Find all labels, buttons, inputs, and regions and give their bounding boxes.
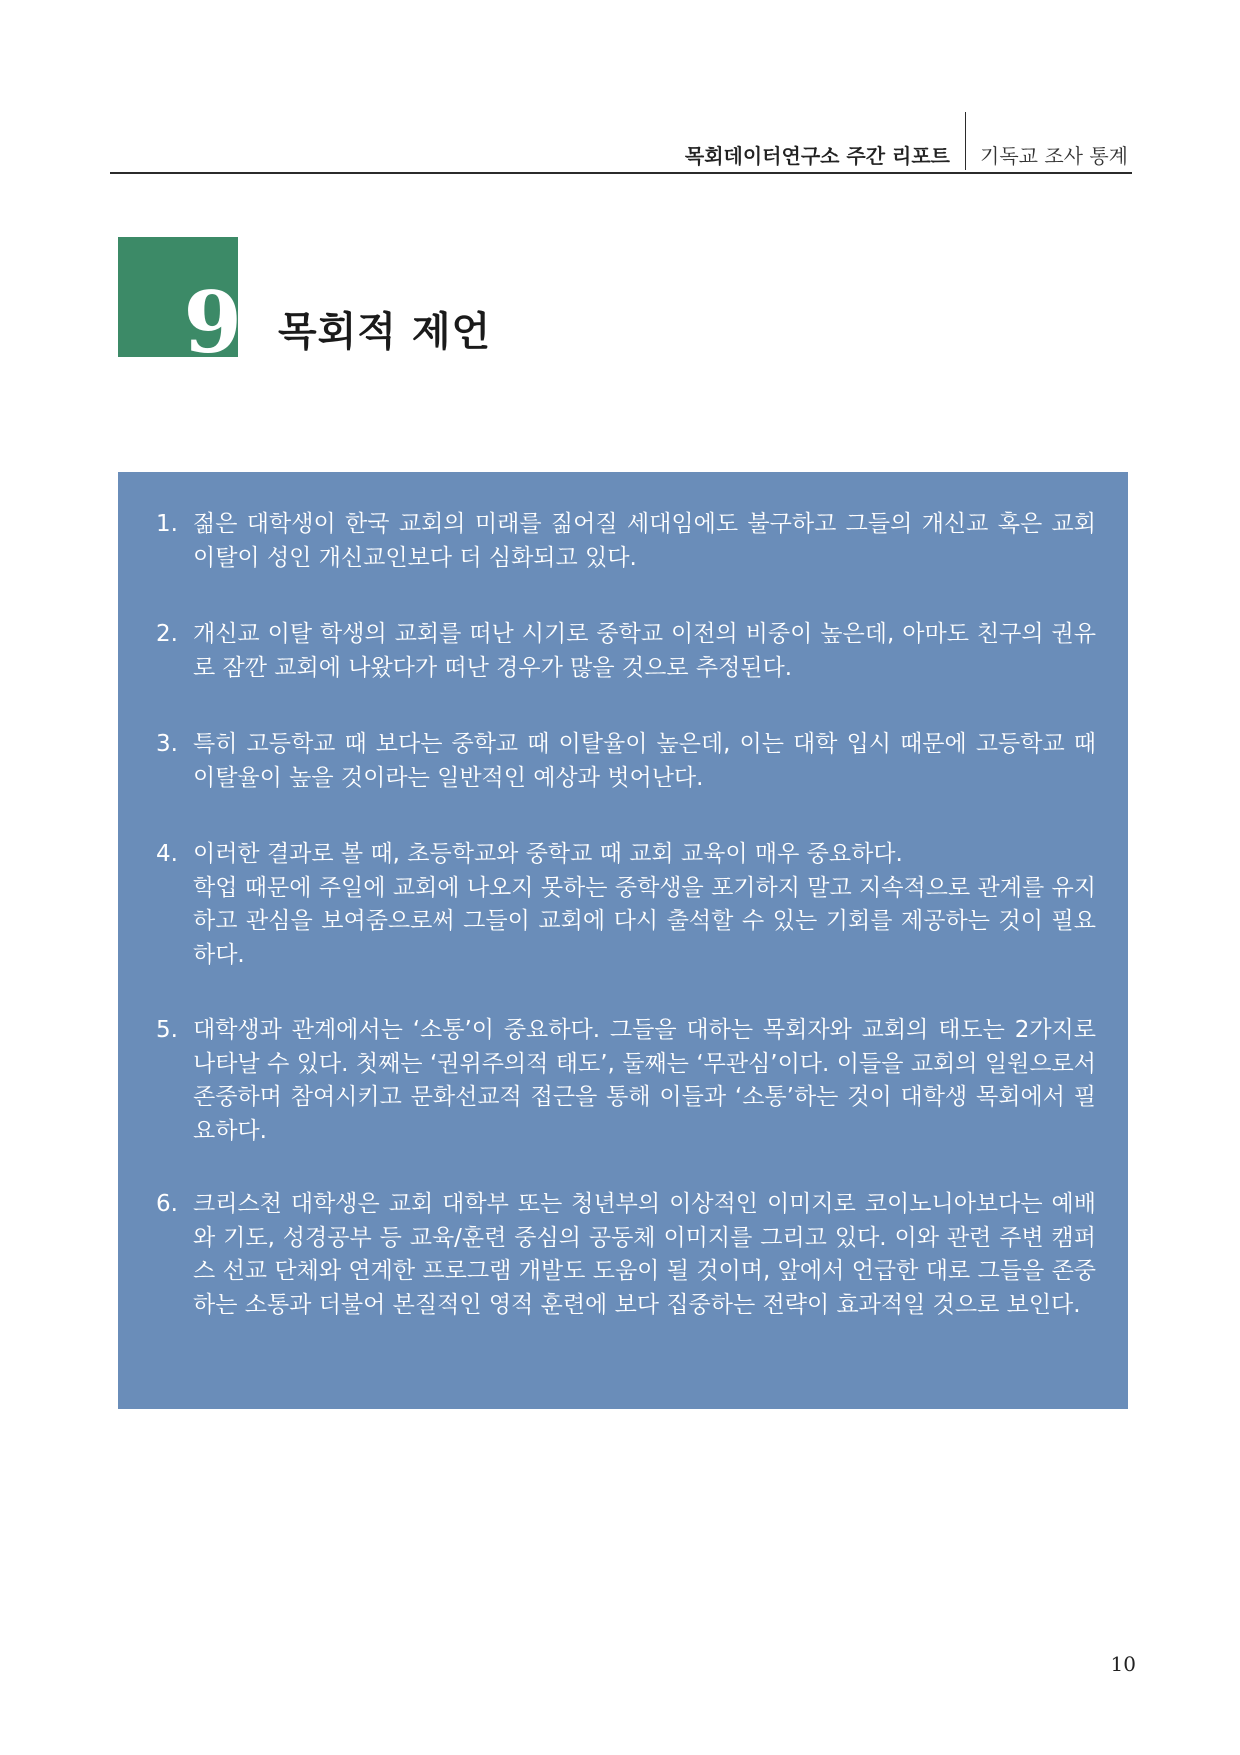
- item-number: 4.: [156, 841, 178, 867]
- report-category: 기독교 조사 통계: [980, 144, 1128, 168]
- item-text: 이러한 결과로 볼 때, 초등학교와 중학교 때 교회 교육이 매우 중요하다.: [193, 841, 903, 867]
- section-number-badge: [118, 237, 242, 372]
- recommendation-item-5: [156, 1014, 1096, 1148]
- report-title: 목회데이터연구소 주간 리포트: [684, 144, 950, 168]
- recommendation-item-6: [156, 1188, 1096, 1322]
- section-number: 9: [183, 273, 242, 372]
- item-text: 개신교 이탈 학생의 교회를 떠난 시기로 중학교 이전의 비중이 높은데, 아마도 친구의 권유로 잠깐 교회에 나왔다가 떠난 경우가 많을 것으로 추정된다.: [193, 621, 1096, 681]
- item-text: 젊은 대학생이 한국 교회의 미래를 짊어질 세대임에도 불구하고 그들의 개신교 혹은 교회 이탈이 성인 개신교인보다 더 심화되고 있다.: [193, 511, 1096, 571]
- item-number: 6.: [156, 1191, 178, 1217]
- item-text: 대학생과 관계에서는 ‘소통’이 중요하다. 그들을 대하는 목회자와 교회의 태도는 2가지로 나타날 수 있다. 첫째는 ‘권위주의적 태도’, 둘째는 ‘무관심’이다. 이들을 교회의 일원으로서 존중하며 참여시키고 문화선교적 접근을 통해 이들과 ‘소통’하는 것이 대학생 목회에서 필요하다.: [193, 1017, 1096, 1144]
- recommendations-panel: [118, 472, 1128, 1409]
- item-number: 3.: [156, 731, 178, 757]
- page-number: 10: [1110, 1652, 1136, 1676]
- recommendation-item-2: [156, 618, 1096, 685]
- header-divider: [965, 112, 966, 170]
- section-title: 목회적 제언: [278, 309, 492, 355]
- item-number: 5.: [156, 1017, 178, 1043]
- item-text: 특히 고등학교 때 보다는 중학교 때 이탈율이 높은데, 이는 대학 입시 때문에 고등학교 때 이탈율이 높을 것이라는 일반적인 예상과 벗어난다.: [193, 731, 1096, 791]
- item-number: 1.: [156, 511, 178, 537]
- item-text: 크리스천 대학생은 교회 대학부 또는 청년부의 이상적인 이미지로 코이노니아보다는 예배와 기도, 성경공부 등 교육/훈련 중심의 공동체 이미지를 그리고 있다. 이와 관련 주변 캠퍼스 선교 단체와 연계한 프로그램 개발도 도움이 될 것이며, 앞에서 언급한 대로 그들을 존중하는 소통과 더불어 본질적인 영적 훈련에 보다 집중하는 전략이 효과적일 것으로 보인다.: [193, 1191, 1096, 1318]
- recommendation-item-4: [156, 838, 1096, 972]
- recommendation-item-3: [156, 728, 1096, 795]
- running-header: [110, 118, 1132, 174]
- item-number: 2.: [156, 621, 178, 647]
- item-text-continued: 학업 때문에 주일에 교회에 나오지 못하는 중학생을 포기하지 말고 지속적으로 관계를 유지하고 관심을 보여줌으로써 그들이 교회에 다시 출석할 수 있는 기회를 제공하는 것이 필요하다.: [193, 874, 1096, 968]
- recommendation-item-1: [156, 508, 1096, 575]
